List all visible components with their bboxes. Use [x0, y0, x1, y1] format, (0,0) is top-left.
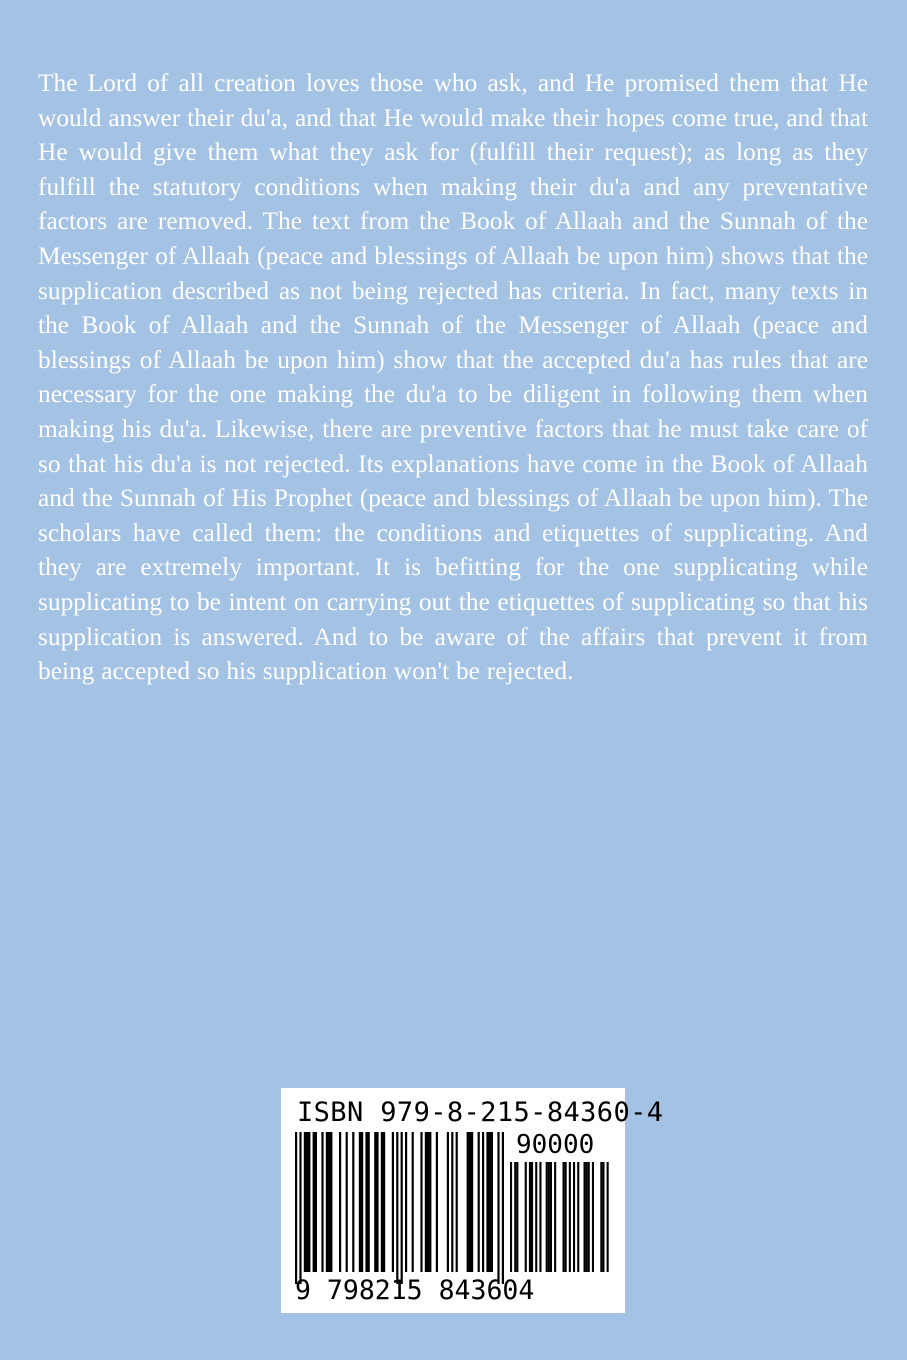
barcode-bar: [321, 1132, 323, 1272]
addon-bar: [510, 1162, 512, 1272]
addon-bar: [584, 1162, 586, 1272]
addon-bar: [586, 1162, 588, 1272]
isbn-label: ISBN 979-8-215-84360-4: [297, 1097, 664, 1128]
barcode-bar: [401, 1132, 403, 1284]
barcode-bar: [405, 1132, 407, 1272]
barcode-bar: [304, 1132, 311, 1272]
addon-bar: [602, 1162, 604, 1272]
barcode-bar: [447, 1132, 449, 1272]
addon-bar: [525, 1162, 527, 1272]
barcode-bar: [352, 1132, 354, 1272]
addon-bar: [554, 1162, 556, 1272]
barcode-bar: [456, 1132, 458, 1272]
barcode-bar: [326, 1132, 333, 1272]
addon-bar: [569, 1162, 571, 1272]
barcode-bar: [451, 1132, 453, 1272]
addon-bar: [514, 1162, 516, 1272]
addon-bar: [573, 1162, 575, 1272]
barcode-bar: [299, 1132, 301, 1284]
barcode-bar: [436, 1132, 438, 1272]
barcode-bar: [381, 1132, 385, 1272]
addon-bar: [607, 1162, 609, 1272]
addon-bar: [531, 1162, 533, 1272]
barcode-bar: [425, 1132, 432, 1272]
barcode-bar: [313, 1132, 317, 1272]
barcode-bar: [497, 1132, 499, 1284]
addon-bar: [550, 1162, 552, 1272]
addon-bar: [546, 1162, 548, 1272]
addon-bar: [516, 1162, 518, 1272]
barcode-bar: [339, 1132, 341, 1272]
barcode-bar: [359, 1132, 363, 1272]
isbn-barcode-panel: [281, 1088, 664, 1313]
barcode-bar: [486, 1132, 493, 1272]
addon-bar: [577, 1162, 579, 1272]
barcode-bar: [374, 1132, 378, 1272]
addon-bar: [565, 1162, 567, 1272]
barcode-bar: [420, 1132, 422, 1272]
barcode-bar: [392, 1132, 394, 1272]
addon-bar: [592, 1162, 594, 1272]
addon-bar: [600, 1162, 602, 1272]
ean-digits: 9 798215 843604: [295, 1275, 535, 1306]
barcode-bar: [396, 1132, 398, 1284]
barcode-bar: [346, 1132, 348, 1272]
back-cover-blurb: The Lord of all creation loves those who ask, and He promised them that He would answer their du'a, and that He would make their hopes come true, and that He would give them what they ask for (fulfill their request); as long as they fulfill the statutory conditions when making their du'a and any preventative factors are removed. The text from the Book of Allaah and the Sunnah of the Messenger of Allaah (peace and blessings of Allaah be upon him) shows that the supplication described as not being rejected has criteria. In fact, many texts in the Book of Allaah and the Sunnah of the Messenger of Allaah (peace and blessings of Allaah be upon him) show that the accepted du'a has rules that are necessary for the one making the du'a to be diligent in following them when making his du'a. Likewise, there are preventive factors that he must take care of so that his du'a is not rejected. Its explanations have come in the Book of Allaah and the Sunnah of His Prophet (peace and blessings of Allaah be upon him). The scholars have called them: the conditions and etiquettes of supplicating. And they are extremely important. It is befitting for the one supplicating while supplicating to be intent on carrying out the etiquettes of supplicating so that his supplication is answered. And to be aware of the affairs that prevent it from being accepted so his supplication won't be rejected.: [38, 69, 868, 686]
barcode-bar: [482, 1132, 484, 1272]
price-code: 90000: [516, 1130, 595, 1160]
barcode-bar: [412, 1132, 414, 1272]
addon-bar: [529, 1162, 531, 1272]
addon-bar: [535, 1162, 537, 1272]
barcode-bar: [502, 1132, 504, 1284]
addon-bar: [588, 1162, 590, 1272]
barcode-bar: [467, 1132, 474, 1272]
barcode-bar: [295, 1132, 297, 1284]
addon-bar: [563, 1162, 565, 1272]
addon-bar: [539, 1162, 541, 1272]
barcode-bar: [478, 1132, 480, 1272]
barcode-bar: [365, 1132, 369, 1272]
addon-bar: [548, 1162, 550, 1272]
